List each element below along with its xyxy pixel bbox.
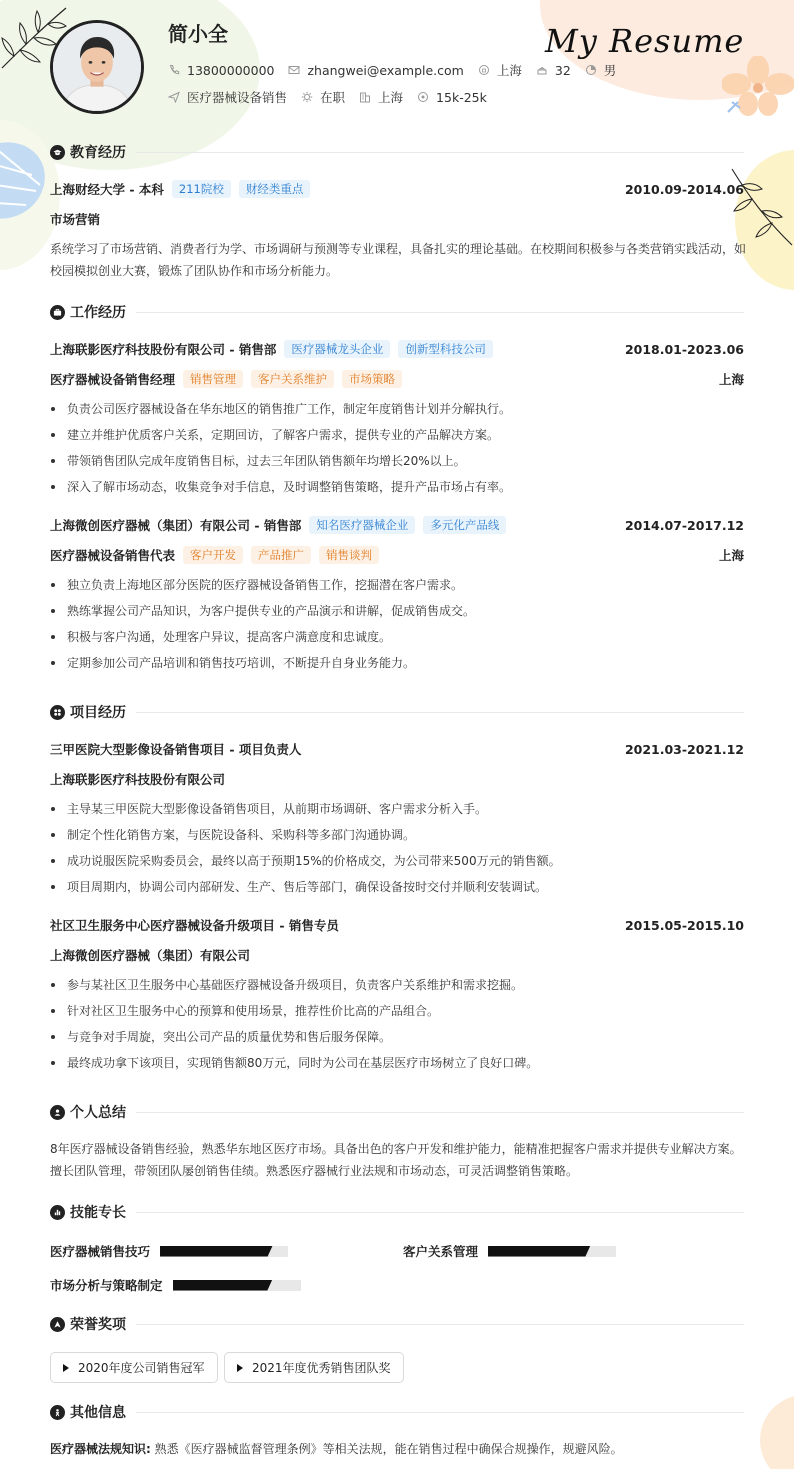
school-tag: 211院校 bbox=[172, 180, 231, 198]
project-name: 三甲医院大型影像设备销售项目 - 项目负责人 bbox=[50, 742, 302, 757]
role-tag: 销售管理 bbox=[183, 370, 243, 388]
status-item bbox=[301, 88, 345, 106]
school-tag: 财经类重点 bbox=[239, 180, 311, 198]
target-city: 上海 bbox=[378, 90, 404, 105]
education-section-title: 教育经历 bbox=[70, 145, 126, 161]
section-divider bbox=[136, 312, 744, 313]
section-divider bbox=[136, 1112, 744, 1113]
job-title: 医疗器械设备销售经理 bbox=[50, 372, 176, 387]
phone-icon bbox=[168, 64, 180, 76]
status-icon bbox=[301, 91, 313, 103]
awards-section-title: 荣誉奖项 bbox=[70, 1317, 126, 1333]
company-tag: 知名医疗器械企业 bbox=[309, 516, 415, 534]
education-section-header bbox=[50, 142, 744, 162]
job-date: 2018.01-2023.06 bbox=[624, 341, 744, 357]
role-tag: 产品推广 bbox=[251, 546, 311, 564]
project-name: 社区卫生服务中心医疗器械设备升级项目 - 销售专员 bbox=[50, 918, 339, 933]
skill-level-fill bbox=[160, 1246, 273, 1257]
job-entry-header bbox=[50, 340, 744, 358]
project-details bbox=[50, 796, 744, 900]
awards-section-header bbox=[50, 1314, 744, 1334]
list-item: 定期参加公司产品培训和销售技巧培训，不断提升自身业务能力。 bbox=[50, 650, 744, 676]
email-item bbox=[288, 63, 463, 78]
major-name: 市场营销 bbox=[50, 212, 101, 227]
building-icon bbox=[359, 91, 371, 103]
skill-item bbox=[403, 1242, 616, 1260]
company-name: 上海微创医疗器械（集团）有限公司 - 销售部 bbox=[50, 518, 302, 533]
graduation-cap-icon bbox=[50, 145, 65, 160]
skill-level-fill bbox=[173, 1280, 273, 1291]
school-name: 上海财经大学 - 本科 bbox=[50, 182, 164, 197]
list-item: 负责公司医疗器械设备在华东地区的销售推广工作，制定年度销售计划并分解执行。 bbox=[50, 396, 744, 422]
work-city-item bbox=[359, 88, 403, 106]
award-name: 2020年度公司销售冠军 bbox=[78, 1361, 205, 1375]
summary-section-title: 个人总结 bbox=[70, 1105, 126, 1121]
skill-bar bbox=[160, 1246, 288, 1257]
list-item: 成功说服医院采购委员会，最终以高于预期15%的价格成交，为公司带来500万元的销售额。 bbox=[50, 848, 744, 874]
list-item: 独立负责上海地区部分医院的医疗器械设备销售工作，挖掘潜在客户需求。 bbox=[50, 572, 744, 598]
project-date: 2021.03-2021.12 bbox=[624, 741, 744, 757]
company-tag: 创新型科技公司 bbox=[398, 340, 493, 358]
project-details bbox=[50, 972, 744, 1076]
work-section-header bbox=[50, 302, 744, 322]
briefcase-icon bbox=[50, 305, 65, 320]
cake-icon bbox=[536, 64, 548, 76]
salary-item bbox=[417, 90, 487, 105]
project-company-row bbox=[50, 770, 744, 788]
user-icon bbox=[50, 1105, 65, 1120]
education-date: 2010.09-2014.06 bbox=[624, 181, 744, 197]
education-entry-header bbox=[50, 180, 744, 198]
section-divider bbox=[136, 1324, 744, 1325]
person-icon bbox=[50, 1405, 65, 1420]
company-name: 上海联影医疗科技股份有限公司 - 销售部 bbox=[50, 342, 277, 357]
section-divider bbox=[136, 1212, 744, 1213]
phone-item bbox=[168, 63, 274, 78]
employment-status: 在职 bbox=[320, 90, 346, 105]
education-description: 系统学习了市场营销、消费者行为学、市场调研与预测等专业课程，具备扎实的理论基础。在校期间积极参与各类营销实践活动，如校园模拟创业大赛，锻炼了团队协作和市场分析能力。 bbox=[50, 242, 747, 278]
project-company: 上海联影医疗科技股份有限公司 bbox=[50, 772, 226, 787]
position-item bbox=[168, 88, 287, 106]
role-tag: 销售谈判 bbox=[319, 546, 379, 564]
list-item: 与竞争对手周旋，突出公司产品的质量优势和售后服务保障。 bbox=[50, 1024, 744, 1050]
other-section-header bbox=[50, 1402, 744, 1422]
project-company-row bbox=[50, 946, 744, 964]
skill-name: 市场分析与策略制定 bbox=[50, 1278, 163, 1293]
list-item: 熟练掌握公司产品知识，为客户提供专业的产品演示和讲解，促成销售成交。 bbox=[50, 598, 744, 624]
award-icon bbox=[50, 1317, 65, 1332]
company-tag: 医疗器械龙头企业 bbox=[284, 340, 390, 358]
gender-icon bbox=[585, 64, 597, 76]
project-date: 2015.05-2015.10 bbox=[624, 917, 744, 933]
skill-level-fill bbox=[488, 1246, 590, 1257]
other-info-text: 熟悉《医疗器械监督管理条例》等相关法规，能在销售过程中确保合规操作，规避风险。 bbox=[154, 1442, 623, 1456]
list-item: 深入了解市场动态，收集竞争对手信息，及时调整销售策略，提升产品市场占有率。 bbox=[50, 474, 744, 500]
project-entry-header bbox=[50, 916, 744, 934]
list-item: 针对社区卫生服务中心的预算和使用场景，推荐性价比高的产品组合。 bbox=[50, 998, 744, 1024]
company-tag: 多元化产品线 bbox=[423, 516, 506, 534]
brand-title: My Resume bbox=[545, 22, 745, 60]
job-location: 上海 bbox=[718, 372, 744, 387]
mail-icon bbox=[288, 64, 300, 76]
candidate-name: 简小全 bbox=[168, 22, 228, 46]
summary-section-header bbox=[50, 1102, 744, 1122]
list-item: 项目周期内，协调公司内部研发、生产、售后等部门，确保设备按时交付并顺利安装调试。 bbox=[50, 874, 744, 900]
avatar-portrait-icon bbox=[53, 23, 141, 111]
job-location: 上海 bbox=[718, 548, 744, 563]
section-divider bbox=[136, 1412, 744, 1413]
residence-city: 上海 bbox=[496, 63, 522, 78]
gender-value: 男 bbox=[603, 63, 617, 78]
skill-name: 医疗器械销售技巧 bbox=[50, 1244, 151, 1259]
phone-number: 13800000000 bbox=[187, 62, 275, 78]
skill-item bbox=[50, 1242, 288, 1260]
salary-icon bbox=[417, 91, 429, 103]
send-icon bbox=[168, 91, 180, 103]
job-role-row bbox=[50, 370, 744, 388]
bar-chart-icon bbox=[50, 1205, 65, 1220]
project-company: 上海微创医疗器械（集团）有限公司 bbox=[50, 948, 251, 963]
job-entry-header bbox=[50, 516, 744, 534]
skills-section-header bbox=[50, 1202, 744, 1222]
play-icon bbox=[63, 1364, 69, 1372]
job-intent-row bbox=[168, 88, 501, 106]
home-icon bbox=[478, 64, 490, 76]
expected-salary: 15k-25k bbox=[436, 89, 487, 105]
award-item bbox=[50, 1352, 218, 1383]
other-info-line bbox=[50, 1440, 744, 1457]
education-major-row bbox=[50, 210, 744, 228]
projects-section-title: 项目经历 bbox=[70, 705, 126, 721]
list-item: 带领销售团队完成年度销售目标，过去三年团队销售额年均增长20%以上。 bbox=[50, 448, 744, 474]
summary-text: 8年医疗器械设备销售经验，熟悉华东地区医疗市场。具备出色的客户开发和维护能力，能精准把握客户需求并提供专业解决方案。擅长团队管理，带领团队屡创销售佳绩。熟悉医疗器械行业法规和市场动态，可灵活调整销售策略。 bbox=[50, 1142, 742, 1178]
play-icon bbox=[237, 1364, 243, 1372]
other-info-label: 医疗器械法规知识: bbox=[50, 1442, 151, 1456]
list-item: 主导某三甲医院大型影像设备销售项目，从前期市场调研、客户需求分析入手。 bbox=[50, 796, 744, 822]
role-tag: 客户关系维护 bbox=[251, 370, 334, 388]
award-item bbox=[224, 1352, 404, 1383]
skill-item bbox=[50, 1276, 301, 1294]
job-responsibilities bbox=[50, 396, 744, 500]
section-divider bbox=[136, 152, 744, 153]
avatar bbox=[50, 20, 144, 114]
skill-bar bbox=[173, 1280, 301, 1291]
list-item: 最终成功拿下该项目，实现销售额80万元，同时为公司在基层医疗市场树立了良好口碑。 bbox=[50, 1050, 744, 1076]
target-position: 医疗器械设备销售 bbox=[187, 90, 288, 105]
list-item: 制定个性化销售方案，与医院设备科、采购科等多部门沟通协调。 bbox=[50, 822, 744, 848]
award-name: 2021年度优秀销售团队奖 bbox=[252, 1361, 391, 1375]
project-entry-header bbox=[50, 740, 744, 758]
job-date: 2014.07-2017.12 bbox=[624, 517, 744, 533]
list-item: 建立并维护优质客户关系，定期回访，了解客户需求，提供专业的产品解决方案。 bbox=[50, 422, 744, 448]
skill-name: 客户关系管理 bbox=[403, 1244, 479, 1259]
section-divider bbox=[136, 712, 744, 713]
skills-section-title: 技能专长 bbox=[70, 1205, 126, 1221]
gender-item bbox=[585, 61, 617, 79]
skill-bar bbox=[488, 1246, 616, 1257]
email-address: zhangwei@example.com bbox=[307, 62, 464, 78]
list-item: 积极与客户沟通，处理客户异议，提高客户满意度和忠诚度。 bbox=[50, 624, 744, 650]
age-item bbox=[536, 63, 571, 78]
grid-icon bbox=[50, 705, 65, 720]
list-item: 参与某社区卫生服务中心基础医疗器械设备升级项目，负责客户关系维护和需求挖掘。 bbox=[50, 972, 744, 998]
decor-peach-blob-bottom bbox=[760, 1395, 794, 1469]
job-title: 医疗器械设备销售代表 bbox=[50, 548, 176, 563]
work-section-title: 工作经历 bbox=[70, 305, 126, 321]
role-tag: 客户开发 bbox=[183, 546, 243, 564]
job-role-row bbox=[50, 546, 744, 564]
projects-section-header bbox=[50, 702, 744, 722]
role-tag: 市场策略 bbox=[342, 370, 402, 388]
job-responsibilities bbox=[50, 572, 744, 676]
residence-item bbox=[478, 61, 522, 79]
age-value: 32 bbox=[554, 62, 571, 78]
other-section-title: 其他信息 bbox=[70, 1405, 126, 1421]
contact-row bbox=[168, 61, 630, 79]
